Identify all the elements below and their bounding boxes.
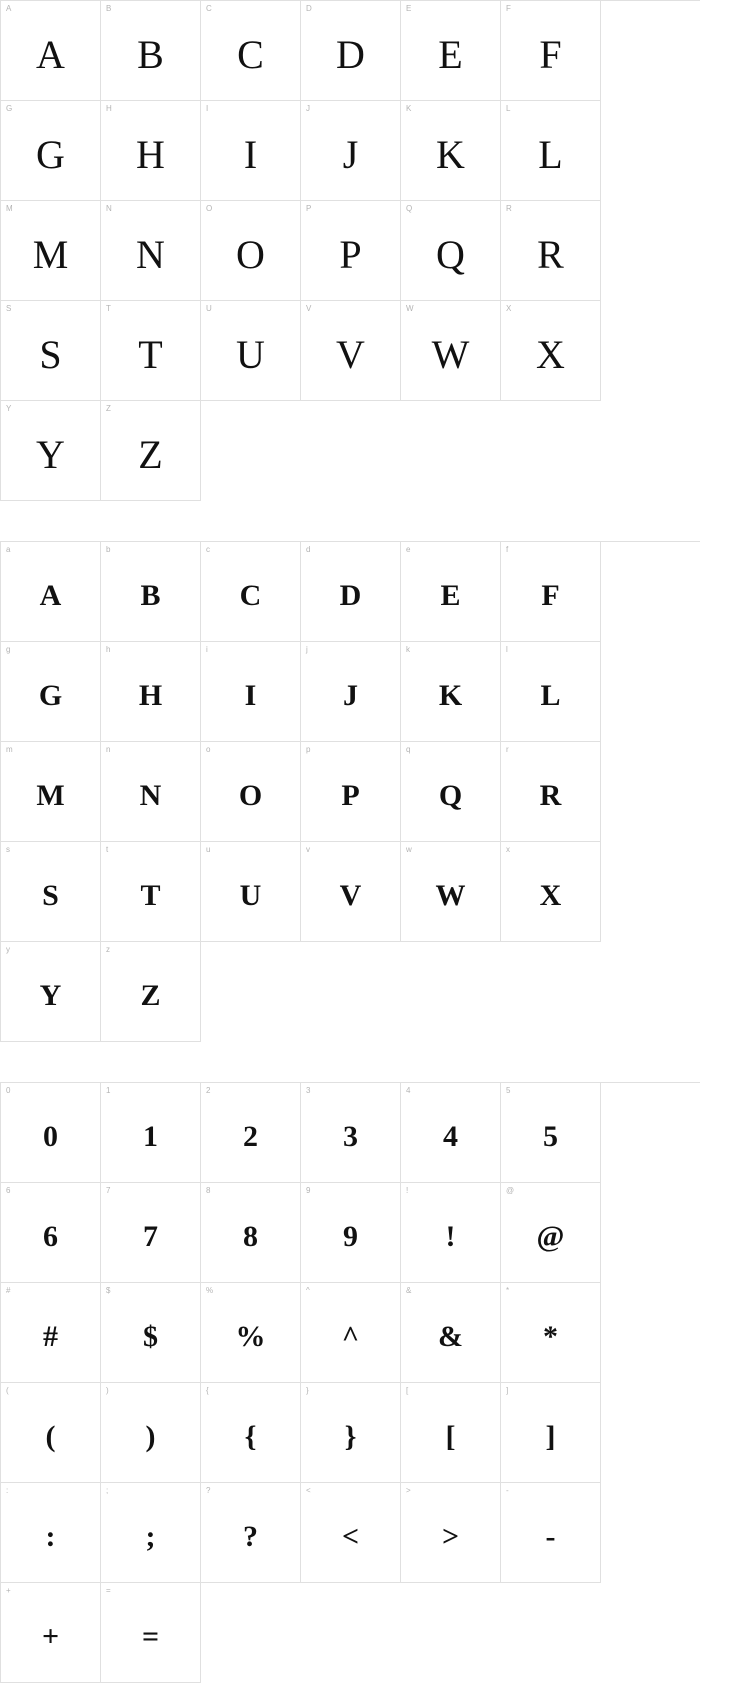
glyph-code-label: { [206,1386,209,1395]
glyph-code-label: o [206,745,211,754]
glyph-character: 2 [243,1119,258,1153]
glyph-code-label: e [406,545,411,554]
glyph-cell[interactable] [301,101,401,201]
glyph-cell[interactable] [201,101,301,201]
glyph-code-label: y [6,945,10,954]
glyph-code-label: : [6,1486,9,1495]
glyph-code-label: Q [406,204,413,213]
glyph-cell[interactable] [301,1483,401,1583]
glyph-code-label: # [6,1286,11,1295]
glyph-character: ! [445,1219,456,1253]
glyph-character: N [136,231,165,277]
glyph-code-label: S [6,304,12,313]
glyph-code-label: B [106,4,112,13]
glyph-cell[interactable] [401,1183,501,1283]
glyph-character: O [238,778,263,812]
glyph-cell[interactable] [401,101,501,201]
glyph-cell[interactable] [1,1483,101,1583]
glyph-character: L [540,678,561,712]
glyph-cell[interactable] [1,401,101,501]
glyph-code-label: M [6,204,13,213]
glyph-cell[interactable] [201,201,301,301]
glyph-cell[interactable] [401,201,501,301]
glyph-character: + [41,1619,60,1653]
glyph-cell[interactable] [1,101,101,201]
glyph-character: U [239,878,262,912]
glyph-code-label: 6 [6,1186,11,1195]
glyph-code-label: 1 [106,1086,111,1095]
glyph-character: W [435,878,466,912]
glyph-code-label: ( [6,1386,9,1395]
glyph-cell[interactable] [201,542,301,642]
glyph-character: % [235,1319,266,1353]
glyph-cell[interactable] [301,742,401,842]
glyph-code-label: 8 [206,1186,211,1195]
glyph-cell[interactable] [101,401,201,501]
glyph-character: Y [36,431,65,477]
glyph-character: Z [138,431,163,477]
glyph-code-label: } [306,1386,309,1395]
glyph-character: A [36,31,65,77]
glyph-cell[interactable] [101,1283,201,1383]
glyph-cell[interactable] [301,1083,401,1183]
glyph-cell[interactable] [1,1183,101,1283]
glyph-character: M [36,778,65,812]
glyph-character: H [136,131,165,177]
glyph-cell[interactable] [1,1,101,101]
glyph-cell[interactable] [101,842,201,942]
glyph-code-label: V [306,304,312,313]
glyph-cell[interactable] [201,1,301,101]
glyph-section-lowercase [0,541,740,1042]
glyph-code-label: j [306,645,308,654]
glyph-character: J [342,131,359,177]
glyph-cell[interactable] [401,1083,501,1183]
glyph-grid-uppercase [0,0,700,501]
glyph-character: R [539,778,562,812]
glyph-code-label: c [206,545,210,554]
glyph-character: F [539,31,562,77]
glyph-code-label: [ [406,1386,409,1395]
glyph-code-label: z [106,945,110,954]
glyph-character: M [32,231,69,277]
glyph-code-label: I [206,104,209,113]
glyph-code-label: s [6,845,10,854]
glyph-character: { [244,1419,257,1453]
glyph-character: Q [438,778,463,812]
glyph-code-label: + [6,1586,11,1595]
glyph-code-label: p [306,745,311,754]
glyph-cell[interactable] [201,642,301,742]
glyph-character: C [237,31,264,77]
glyph-code-label: b [106,545,111,554]
glyph-character: 8 [243,1219,258,1253]
glyph-cell[interactable] [101,1583,201,1683]
glyph-character: [ [445,1419,456,1453]
section-gap [0,1042,740,1082]
glyph-cell[interactable] [401,742,501,842]
glyph-character: 5 [543,1119,558,1153]
glyph-code-label: F [506,4,511,13]
glyph-code-label: v [306,845,310,854]
glyph-character: K [436,131,465,177]
glyph-cell[interactable] [501,201,601,301]
glyph-code-label: E [406,4,412,13]
glyph-character: J [343,678,358,712]
glyph-cell[interactable] [401,1483,501,1583]
glyph-character: A [39,578,62,612]
glyph-character: @ [536,1219,565,1253]
glyph-cell[interactable] [501,1083,601,1183]
glyph-code-label: % [206,1286,214,1295]
glyph-cell[interactable] [301,642,401,742]
glyph-cell[interactable] [401,842,501,942]
glyph-code-label: l [506,645,508,654]
glyph-cell[interactable] [201,301,301,401]
glyph-code-label: 4 [406,1086,411,1095]
glyph-character: Z [140,978,161,1012]
glyph-cell[interactable] [401,1383,501,1483]
glyph-code-label: 2 [206,1086,211,1095]
glyph-character: I [243,131,258,177]
glyph-code-label: 5 [506,1086,511,1095]
glyph-cell[interactable] [301,1283,401,1383]
glyph-cell[interactable] [501,1183,601,1283]
glyph-character: ? [243,1519,258,1553]
glyph-character: V [339,878,362,912]
glyph-code-label: r [506,745,509,754]
glyph-code-label: ; [106,1486,109,1495]
glyph-cell[interactable] [401,1,501,101]
glyph-cell[interactable] [101,101,201,201]
glyph-character: B [140,578,161,612]
glyph-code-label: u [206,845,211,854]
glyph-cell[interactable] [201,1183,301,1283]
glyph-character: X [536,331,565,377]
glyph-code-label: a [6,545,11,554]
glyph-code-label: w [406,845,412,854]
glyph-code-label: 3 [306,1086,311,1095]
glyph-cell[interactable] [501,301,601,401]
glyph-code-label: @ [506,1186,515,1195]
glyph-code-label: O [206,204,213,213]
glyph-character: 6 [43,1219,58,1253]
glyph-cell[interactable] [301,1183,401,1283]
glyph-character: P [339,231,362,277]
glyph-character: ] [545,1419,556,1453]
glyph-cell[interactable] [1,301,101,401]
glyph-cell[interactable] [101,1083,201,1183]
glyph-code-label: C [206,4,212,13]
glyph-code-label: Y [6,404,12,413]
glyph-cell[interactable] [301,842,401,942]
glyph-cell[interactable] [1,842,101,942]
glyph-cell[interactable] [401,642,501,742]
glyph-cell[interactable] [101,1183,201,1283]
glyph-code-label: $ [106,1286,111,1295]
glyph-code-label: W [406,304,414,313]
glyph-code-label: n [106,745,111,754]
glyph-character: U [236,331,265,377]
glyph-character: ( [45,1419,56,1453]
glyph-character: N [139,778,162,812]
glyph-code-label: ) [106,1386,109,1395]
glyph-cell[interactable] [1,542,101,642]
glyph-character: # [43,1319,58,1353]
glyph-cell[interactable] [101,542,201,642]
glyph-character: E [438,31,463,77]
glyph-cell[interactable] [201,1283,301,1383]
glyph-code-label: i [206,645,208,654]
glyph-character: 1 [143,1119,158,1153]
glyph-cell[interactable] [1,642,101,742]
glyph-cell[interactable] [101,301,201,401]
glyph-section-uppercase [0,0,740,501]
glyph-cell[interactable] [101,201,201,301]
glyph-code-label: P [306,204,312,213]
glyph-code-label: G [6,104,13,113]
glyph-character: $ [143,1319,158,1353]
glyph-cell[interactable] [401,301,501,401]
glyph-character: D [336,31,365,77]
glyph-cell[interactable] [201,842,301,942]
glyph-code-label: = [106,1586,111,1595]
glyph-character: O [236,231,265,277]
glyph-character: 4 [443,1119,458,1153]
glyph-cell[interactable] [301,301,401,401]
glyph-cell[interactable] [1,1583,101,1683]
glyph-code-label: Z [106,404,111,413]
glyph-code-label: A [6,4,12,13]
glyph-code-label: g [6,645,11,654]
glyph-code-label: d [306,545,311,554]
glyph-character: : [45,1519,56,1553]
glyph-cell[interactable] [1,1383,101,1483]
glyph-character: W [431,331,470,377]
glyph-character: R [537,231,564,277]
glyph-character: F [541,578,560,612]
glyph-code-label: k [406,645,410,654]
glyph-code-label: * [506,1286,510,1295]
glyph-code-label: > [406,1486,411,1495]
glyph-code-label: K [406,104,412,113]
glyph-character: ) [145,1419,156,1453]
glyph-cell[interactable] [501,1483,601,1583]
glyph-code-label: - [506,1486,509,1495]
glyph-character: * [543,1319,558,1353]
glyph-cell[interactable] [501,742,601,842]
glyph-character: P [341,778,360,812]
glyph-code-label: H [106,104,112,113]
glyph-code-label: t [106,845,109,854]
glyph-cell[interactable] [1,742,101,842]
glyph-character: L [538,131,563,177]
glyph-cell[interactable] [301,1,401,101]
glyph-character: Y [39,978,62,1012]
glyph-code-label: N [106,204,112,213]
glyph-character: B [137,31,164,77]
glyph-cell[interactable] [1,1083,101,1183]
glyph-grid-digits-and-symbols [0,1082,700,1683]
glyph-character: > [441,1519,460,1553]
glyph-cell[interactable] [201,1083,301,1183]
glyph-code-label: L [506,104,511,113]
glyph-code-label: ! [406,1186,409,1195]
glyph-character: H [138,678,163,712]
glyph-code-label: x [506,845,510,854]
glyph-character: G [36,131,65,177]
glyph-character: } [344,1419,357,1453]
glyph-code-label: 9 [306,1186,311,1195]
glyph-cell[interactable] [101,1383,201,1483]
glyph-code-label: < [306,1486,311,1495]
glyph-code-label: ] [506,1386,509,1395]
glyph-code-label: T [106,304,111,313]
glyph-cell[interactable] [501,842,601,942]
glyph-cell[interactable] [401,1283,501,1383]
glyph-character: S [42,878,59,912]
glyph-grid-lowercase [0,541,700,1042]
glyph-cell[interactable] [101,942,201,1042]
glyph-cell[interactable] [101,742,201,842]
glyph-code-label: 7 [106,1186,111,1195]
glyph-code-label: U [206,304,212,313]
glyph-cell[interactable] [1,201,101,301]
glyph-character: C [239,578,262,612]
glyph-cell[interactable] [201,742,301,842]
glyph-code-label: h [106,645,111,654]
glyph-code-label: q [406,745,411,754]
glyph-cell[interactable] [301,542,401,642]
glyph-character: I [244,678,257,712]
glyph-cell[interactable] [101,1483,201,1583]
glyph-code-label: J [306,104,310,113]
glyph-cell[interactable] [1,942,101,1042]
glyph-character: 3 [343,1119,358,1153]
glyph-cell[interactable] [501,1383,601,1483]
glyph-character: & [438,1319,463,1353]
glyph-cell[interactable] [101,642,201,742]
glyph-character: G [38,678,63,712]
glyph-character: T [138,331,163,377]
glyph-code-label: m [6,745,13,754]
glyph-section-digits-and-symbols [0,1082,740,1683]
glyph-character: V [336,331,365,377]
section-gap [0,501,740,541]
glyph-cell[interactable] [501,101,601,201]
glyph-character: K [438,678,463,712]
glyph-character: 7 [143,1219,158,1253]
glyph-character: ^ [341,1319,360,1353]
glyph-cell[interactable] [301,1383,401,1483]
glyph-character: T [140,878,161,912]
glyph-code-label: ^ [306,1286,310,1295]
glyph-character: E [440,578,461,612]
glyph-character: 0 [43,1119,58,1153]
glyph-cell[interactable] [201,1483,301,1583]
glyph-character: S [39,331,62,377]
glyph-cell[interactable] [501,642,601,742]
glyph-character: Q [436,231,465,277]
glyph-character: X [539,878,562,912]
glyph-cell[interactable] [101,1,201,101]
glyph-code-label: & [406,1286,412,1295]
glyph-cell[interactable] [1,1283,101,1383]
glyph-code-label: 0 [6,1086,11,1095]
glyph-code-label: D [306,4,312,13]
glyph-code-label: R [506,204,512,213]
glyph-code-label: f [506,545,509,554]
glyph-character: 9 [343,1219,358,1253]
glyph-code-label: ? [206,1486,211,1495]
glyph-character: < [341,1519,360,1553]
glyph-character: ; [145,1519,156,1553]
glyph-cell[interactable] [201,1383,301,1483]
glyph-code-label: X [506,304,512,313]
glyph-cell[interactable] [301,201,401,301]
glyph-character: - [545,1519,556,1553]
glyph-cell[interactable] [501,542,601,642]
glyph-cell[interactable] [501,1283,601,1383]
glyph-cell[interactable] [501,1,601,101]
glyph-character: D [339,578,362,612]
glyph-character: = [141,1619,160,1653]
glyph-cell[interactable] [401,542,501,642]
